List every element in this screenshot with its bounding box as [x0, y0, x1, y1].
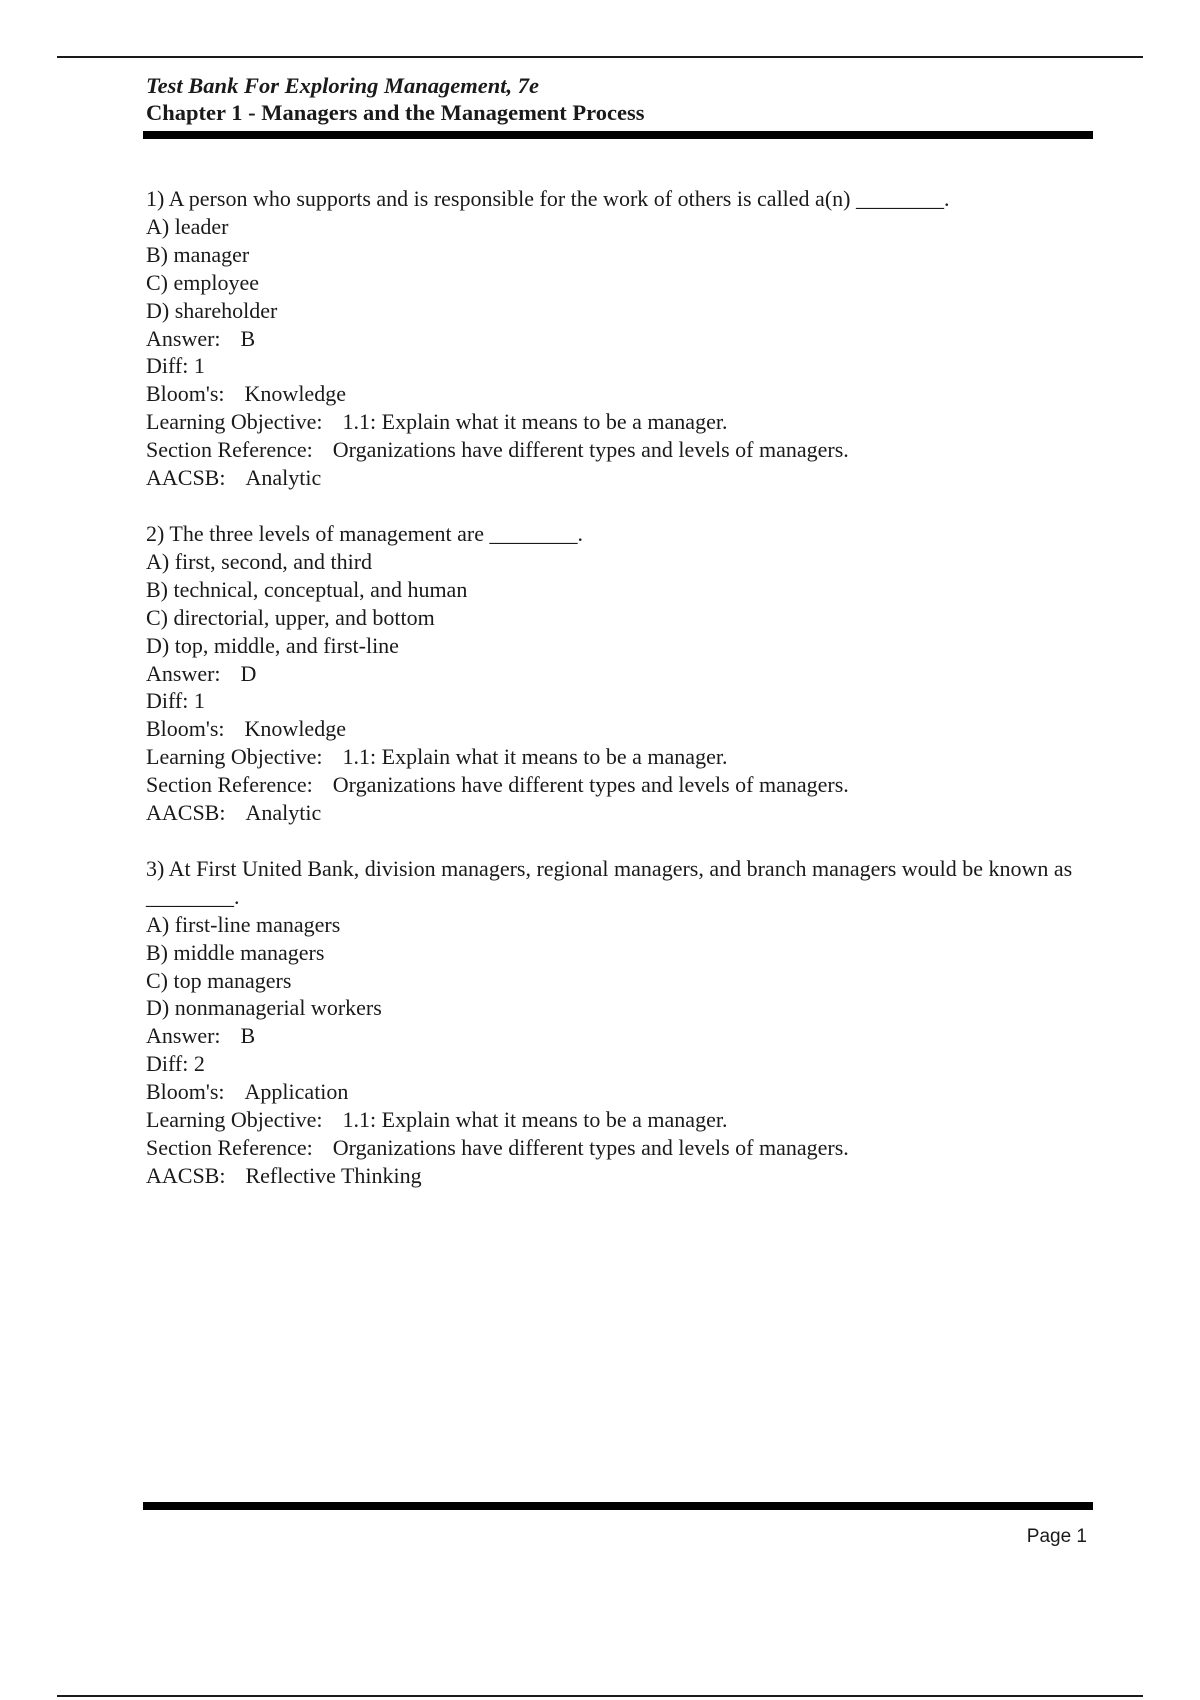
answer-row: [146, 325, 1086, 353]
diff-label: Diff:: [146, 688, 189, 714]
page-header: [146, 72, 1092, 126]
objective-label: Learning Objective:: [146, 1107, 323, 1133]
blooms-label: Bloom's:: [146, 381, 225, 407]
bottom-border-line: [57, 1695, 1143, 1697]
chapter-title: Chapter 1 - Managers and the Management Process: [146, 100, 645, 125]
objective-value: 1.1: Explain what it means to be a manager.: [342, 1107, 728, 1133]
diff-row: [146, 687, 1086, 715]
top-border-line: [57, 56, 1143, 58]
diff-value: 1: [193, 353, 205, 379]
aacsb-label: AACSB:: [146, 800, 226, 826]
header-divider: [143, 131, 1093, 139]
blooms-value: Application: [244, 1079, 349, 1105]
blooms-label: Bloom's:: [146, 716, 225, 742]
option-d: D) shareholder: [146, 297, 278, 323]
aacsb-row: [146, 464, 1086, 492]
question-2: [146, 520, 1086, 827]
blooms-row: [146, 1078, 1086, 1106]
section-label: Section Reference:: [146, 772, 313, 798]
section-label: Section Reference:: [146, 437, 313, 463]
aacsb-label: AACSB:: [146, 465, 226, 491]
section-row: [146, 1134, 1086, 1162]
answer-value: B: [240, 1023, 256, 1049]
option-a: A) first-line managers: [146, 911, 341, 937]
blooms-value: Knowledge: [244, 716, 346, 742]
blooms-label: Bloom's:: [146, 1079, 225, 1105]
answer-value: B: [240, 325, 256, 351]
section-row: [146, 771, 1086, 799]
section-row: [146, 436, 1086, 464]
blooms-value: Knowledge: [244, 381, 346, 407]
aacsb-label: AACSB:: [146, 1162, 226, 1188]
option-a: A) leader: [146, 213, 229, 239]
aacsb-row: [146, 1162, 1086, 1190]
question-list: [146, 185, 1086, 1218]
diff-label: Diff:: [146, 353, 189, 379]
question-stem: 2) The three levels of management are ________.: [146, 520, 583, 546]
question-3: [146, 855, 1086, 1190]
aacsb-value: Analytic: [245, 465, 322, 491]
aacsb-row: [146, 799, 1086, 827]
question-stem: 1) A person who supports and is responsible for the work of others is called a(n) ________.: [146, 186, 950, 211]
objective-label: Learning Objective:: [146, 744, 323, 770]
option-d: D) top, middle, and first-line: [146, 632, 399, 658]
question-1: [146, 185, 1086, 492]
option-c: C) top managers: [146, 967, 292, 993]
section-value: Organizations have different types and levels of managers.: [332, 437, 849, 463]
diff-row: [146, 1050, 1086, 1078]
aacsb-value: Analytic: [245, 800, 322, 826]
objective-row: [146, 1106, 1086, 1134]
option-b: B) manager: [146, 241, 250, 267]
answer-row: [146, 1022, 1086, 1050]
objective-value: 1.1: Explain what it means to be a manager.: [342, 744, 728, 770]
blooms-row: [146, 715, 1086, 743]
book-title: Test Bank For Exploring Management, 7e: [146, 73, 539, 98]
answer-label: Answer:: [146, 1023, 221, 1049]
section-value: Organizations have different types and levels of managers.: [332, 772, 849, 798]
answer-label: Answer:: [146, 325, 221, 351]
diff-value: 2: [193, 1051, 205, 1077]
option-b: B) middle managers: [146, 939, 325, 965]
option-c: C) employee: [146, 269, 260, 295]
answer-row: [146, 660, 1086, 688]
objective-label: Learning Objective:: [146, 409, 323, 435]
answer-label: Answer:: [146, 660, 221, 686]
option-b: B) technical, conceptual, and human: [146, 576, 468, 602]
blooms-row: [146, 380, 1086, 408]
objective-value: 1.1: Explain what it means to be a manager.: [342, 409, 728, 435]
diff-value: 1: [193, 688, 205, 714]
option-c: C) directorial, upper, and bottom: [146, 604, 435, 630]
aacsb-value: Reflective Thinking: [245, 1162, 422, 1188]
footer-divider: [143, 1502, 1093, 1510]
question-stem: 3) At First United Bank, division managers, regional managers, and branch managers would be known as ________.: [146, 855, 1078, 909]
section-label: Section Reference:: [146, 1135, 313, 1160]
section-value: Organizations have different types and levels of managers.: [332, 1135, 849, 1160]
answer-value: D: [240, 660, 257, 686]
objective-row: [146, 408, 1086, 436]
diff-row: [146, 352, 1086, 380]
diff-label: Diff:: [146, 1051, 189, 1077]
option-d: D) nonmanagerial workers: [146, 995, 382, 1021]
page-number: Page 1: [1026, 1526, 1087, 1547]
objective-row: [146, 743, 1086, 771]
option-a: A) first, second, and third: [146, 548, 373, 574]
